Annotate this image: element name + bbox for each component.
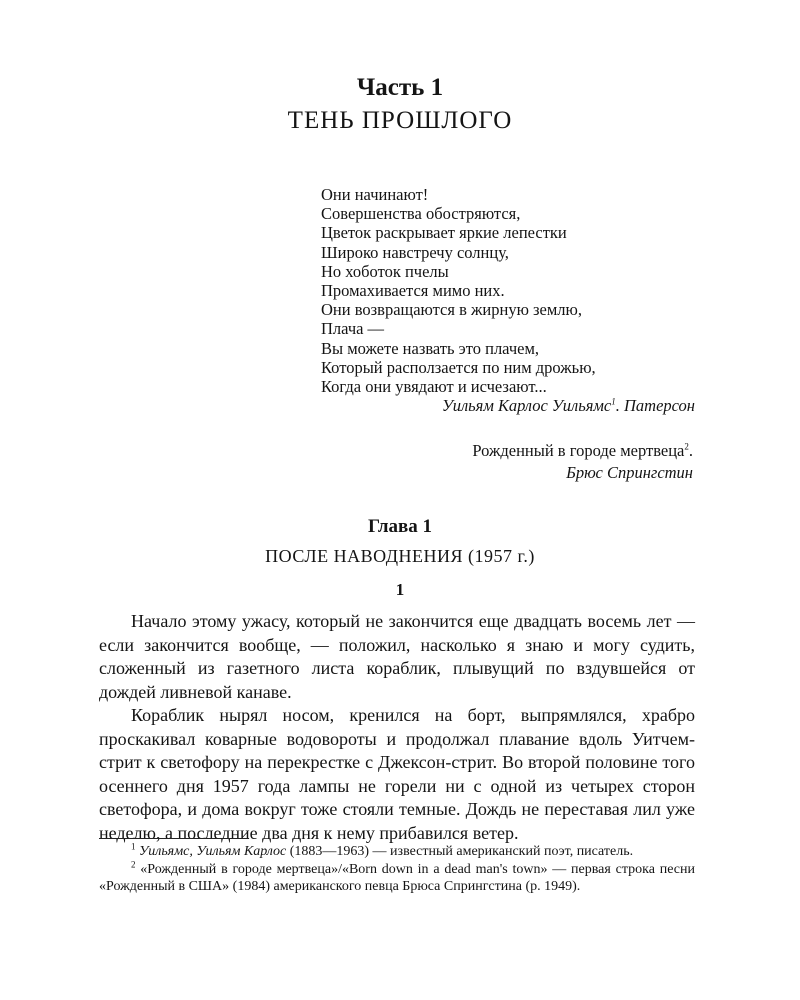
footnote-mark-2[interactable]: 2 bbox=[684, 441, 689, 452]
second-epigraph-text: Рожденный в городе мертвеца bbox=[472, 441, 685, 460]
chapter-title: Глава 1 bbox=[367, 516, 433, 537]
epigraph-attribution bbox=[321, 396, 701, 415]
epigraph-work: . Патерсон bbox=[615, 396, 695, 416]
epigraph bbox=[321, 185, 701, 415]
epigraph-line: Промахивается мимо них. bbox=[321, 281, 505, 301]
epigraph-line: Широко навстречу солнцу, bbox=[321, 242, 509, 262]
epigraph-line: Который расползается по ним дрожью, bbox=[321, 357, 596, 377]
second-epigraph bbox=[321, 440, 693, 484]
footnote-2 bbox=[99, 858, 695, 896]
part-subtitle: ТЕНЬ ПРОШЛОГО bbox=[287, 107, 513, 134]
second-epigraph-period: . bbox=[688, 441, 693, 460]
footnote-mark-1[interactable]: 1 bbox=[611, 396, 616, 407]
paragraph: Кораблик нырял носом, кренился на борт, выпрямлялся, храбро проскакивал коварные водовороты и продолжал плавание вдоль Уитчем-стрит к светофору на перекрестке с Джексон-стрит. Во второй половине того осеннего дня 1957 года лампы не горели ни с одной из четырех сторон светофора, и дома вокруг тоже стояли темные. Дождь не переставая лил уже неделю, а последние два дня к нему прибавился ветер. bbox=[99, 705, 695, 843]
footnotes bbox=[99, 843, 695, 896]
second-epigraph-attribution: Брюс Спрингстин bbox=[566, 463, 693, 482]
chapter-subtitle: ПОСЛЕ НАВОДНЕНИЯ (1957 г.) bbox=[265, 546, 535, 566]
footnote-number: 2 bbox=[131, 858, 136, 869]
footnote-text: «Рожденный в городе мертвеца»/«Born down in a dead man's town» — первая строка песни «Рожденный в США» (1984) американского певца Брюса Спрингстина (р. 1949). bbox=[99, 861, 695, 894]
second-epigraph-quote bbox=[321, 440, 693, 462]
epigraph-line: Плача — bbox=[321, 319, 385, 339]
body-text bbox=[99, 610, 695, 845]
paragraph: Начало этому ужасу, который не закончится еще двадцать восемь лет — если закончится вообще, — положил, насколько я знаю и могу судить, сложенный из газетного листа кораблик, плывущий по вздувшейся от дождей ливневой канаве. bbox=[99, 611, 695, 702]
footnote-text: (1883—1963) — известный американский поэт, писатель. bbox=[286, 844, 634, 859]
section-number: 1 bbox=[395, 580, 405, 599]
epigraph-line: Вы можете назвать это плачем, bbox=[321, 338, 540, 358]
footnote-divider bbox=[99, 838, 249, 839]
epigraph-line: Цветок раскрывает яркие лепестки bbox=[321, 223, 567, 243]
epigraph-line: Но хоботок пчелы bbox=[321, 261, 449, 281]
epigraph-line: Когда они увядают и исчезают... bbox=[321, 377, 547, 397]
epigraph-line: Совершенства обостряются, bbox=[321, 204, 521, 224]
footnote-name: Уильямс, Уильям Карлос bbox=[139, 844, 287, 859]
epigraph-author: Уильям Карлос Уильямс bbox=[441, 396, 612, 416]
epigraph-line: Они начинают! bbox=[321, 185, 429, 204]
epigraph-line: Они возвращаются в жирную землю, bbox=[321, 300, 582, 320]
footnote-number: 1 bbox=[131, 841, 136, 852]
footnote-1 bbox=[99, 843, 695, 861]
part-title: Часть 1 bbox=[356, 74, 444, 101]
